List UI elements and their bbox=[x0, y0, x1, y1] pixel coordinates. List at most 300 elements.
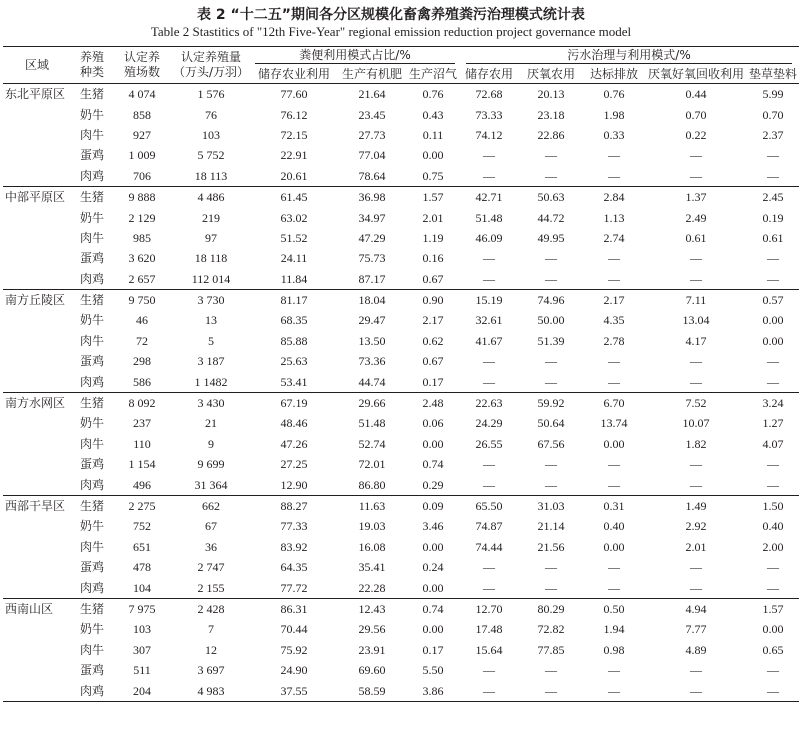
value-cell: 3.46 bbox=[422, 519, 444, 534]
value-cell: 1.37 bbox=[645, 186, 747, 207]
value-cell: 65.50 bbox=[459, 495, 519, 516]
value-cell: 72 bbox=[136, 333, 148, 348]
value-cell: 88.27 bbox=[251, 495, 337, 516]
header-species-line1: 养殖 bbox=[79, 50, 104, 64]
header-col: 厌氧好氧回收利用 bbox=[645, 65, 747, 84]
value-cell: — bbox=[690, 663, 703, 678]
value-cell: 2 747 bbox=[197, 560, 225, 575]
region-cell bbox=[3, 413, 71, 433]
value-cell: — bbox=[483, 251, 496, 266]
value-cell: 1.94 bbox=[603, 622, 625, 637]
value-cell: — bbox=[690, 354, 703, 369]
table-row bbox=[3, 310, 799, 330]
value-cell: 0.00 bbox=[422, 622, 444, 637]
header-col: 达标排放 bbox=[583, 65, 645, 84]
value-cell: 75.92 bbox=[280, 642, 308, 657]
value-cell: — bbox=[690, 580, 703, 595]
value-cell: 12.70 bbox=[459, 598, 519, 619]
table-row bbox=[3, 145, 799, 165]
value-cell: — bbox=[690, 251, 703, 266]
table-row bbox=[3, 331, 799, 351]
value-cell: — bbox=[483, 457, 496, 472]
table-row bbox=[3, 454, 799, 474]
value-cell: 0.76 bbox=[422, 87, 444, 102]
species-cell: 肉鸡 bbox=[79, 271, 104, 286]
header-col: 储存农用 bbox=[459, 65, 519, 84]
species-cell: 生猪 bbox=[71, 186, 113, 207]
value-cell: 752 bbox=[133, 519, 151, 534]
value-cell: 0.74 bbox=[422, 457, 444, 472]
header-farms-line1: 认定养 bbox=[123, 50, 160, 64]
value-cell: 75.73 bbox=[358, 251, 386, 266]
header-sewage-group: 污水治理与利用模式/% bbox=[459, 47, 799, 66]
value-cell: 0.17 bbox=[422, 374, 444, 389]
value-cell: 77.72 bbox=[280, 580, 308, 595]
region-cell bbox=[3, 104, 71, 124]
table-title-cn: 表 2 “十二五”期间各分区规模化畜禽养殖粪污治理模式统计表 bbox=[197, 7, 585, 23]
region-cell bbox=[3, 166, 71, 187]
value-cell: 83.92 bbox=[280, 539, 308, 554]
table-row bbox=[3, 392, 799, 413]
value-cell: — bbox=[483, 560, 496, 575]
value-cell: 1 1482 bbox=[194, 374, 228, 389]
region-cell bbox=[3, 557, 71, 577]
value-cell: 53.41 bbox=[280, 374, 308, 389]
value-cell: 5.99 bbox=[762, 87, 784, 102]
value-cell: 21.14 bbox=[537, 519, 565, 534]
value-cell: 0.43 bbox=[422, 107, 444, 122]
table-row bbox=[3, 228, 799, 248]
value-cell: — bbox=[608, 148, 621, 163]
value-cell: 24.11 bbox=[280, 251, 308, 266]
value-cell: — bbox=[519, 680, 583, 701]
value-cell: 2 428 bbox=[171, 598, 251, 619]
value-cell: 1.82 bbox=[685, 436, 707, 451]
value-cell: — bbox=[645, 680, 747, 701]
species-cell: 生猪 bbox=[71, 598, 113, 619]
value-cell: — bbox=[545, 663, 558, 678]
table-row bbox=[3, 516, 799, 536]
value-cell: 9 699 bbox=[197, 457, 225, 472]
value-cell: 4.17 bbox=[685, 333, 707, 348]
value-cell: 3.86 bbox=[407, 680, 459, 701]
value-cell: 97 bbox=[205, 230, 217, 245]
value-cell: 0.62 bbox=[422, 333, 444, 348]
value-cell: 2.17 bbox=[583, 289, 645, 310]
value-cell: 46 bbox=[136, 313, 148, 328]
header-region: 区域 bbox=[3, 47, 71, 84]
value-cell: — bbox=[767, 560, 780, 575]
header-species bbox=[71, 47, 113, 84]
value-cell: 47.26 bbox=[280, 436, 308, 451]
table-row bbox=[3, 207, 799, 227]
value-cell: — bbox=[483, 148, 496, 163]
value-cell: 13.74 bbox=[600, 416, 628, 431]
value-cell: 85.88 bbox=[280, 333, 308, 348]
value-cell: 1.57 bbox=[747, 598, 799, 619]
value-cell: 0.00 bbox=[603, 436, 625, 451]
value-cell: — bbox=[545, 168, 558, 183]
value-cell: 35.41 bbox=[358, 560, 386, 575]
value-cell: 72.68 bbox=[475, 87, 503, 102]
value-cell: 59.92 bbox=[519, 392, 583, 413]
value-cell: 27.25 bbox=[280, 457, 308, 472]
value-cell: 7.11 bbox=[645, 289, 747, 310]
species-cell: 蛋鸡 bbox=[79, 457, 104, 472]
header-scale bbox=[171, 47, 251, 84]
species-cell: 蛋鸡 bbox=[79, 354, 104, 369]
value-cell: 42.71 bbox=[459, 186, 519, 207]
value-cell: 46.09 bbox=[475, 230, 503, 245]
value-cell: 2 129 bbox=[128, 210, 156, 225]
value-cell: — bbox=[545, 477, 558, 492]
header-species-line2: 种类 bbox=[79, 65, 104, 79]
region-cell bbox=[3, 454, 71, 474]
value-cell: 0.29 bbox=[422, 477, 444, 492]
value-cell: — bbox=[690, 477, 703, 492]
value-cell: — bbox=[483, 354, 496, 369]
value-cell: — bbox=[545, 580, 558, 595]
table-row bbox=[3, 474, 799, 495]
value-cell: 51.48 bbox=[475, 210, 503, 225]
value-cell: 50.63 bbox=[519, 186, 583, 207]
value-cell: — bbox=[545, 374, 558, 389]
value-cell: 13 bbox=[205, 313, 217, 328]
region-cell: 中部平原区 bbox=[3, 186, 71, 207]
value-cell: 29.56 bbox=[358, 622, 386, 637]
value-cell: 31.03 bbox=[519, 495, 583, 516]
value-cell: 1 009 bbox=[128, 148, 156, 163]
value-cell: 72.82 bbox=[537, 622, 565, 637]
value-cell: — bbox=[690, 168, 703, 183]
value-cell: 22.91 bbox=[280, 148, 308, 163]
value-cell: — bbox=[690, 560, 703, 575]
value-cell: 64.35 bbox=[280, 560, 308, 575]
value-cell: 0.33 bbox=[603, 127, 625, 142]
value-cell: 58.59 bbox=[337, 680, 407, 701]
value-cell: 11.63 bbox=[337, 495, 407, 516]
value-cell: 32.61 bbox=[475, 313, 503, 328]
table-row bbox=[3, 495, 799, 516]
table-row bbox=[3, 434, 799, 454]
value-cell: 0.40 bbox=[762, 519, 784, 534]
region-cell bbox=[3, 125, 71, 145]
value-cell: 23.45 bbox=[358, 107, 386, 122]
value-cell: 69.60 bbox=[358, 663, 386, 678]
table-row bbox=[3, 248, 799, 268]
table-title-en: Table 2 Stastitics of "12th Five-Year" regional emission reduction project governance model bbox=[150, 24, 632, 39]
value-cell: 4.94 bbox=[645, 598, 747, 619]
region-cell bbox=[3, 248, 71, 268]
value-cell: 219 bbox=[202, 210, 220, 225]
value-cell: 29.47 bbox=[358, 313, 386, 328]
value-cell: — bbox=[583, 680, 645, 701]
value-cell: 0.65 bbox=[762, 642, 784, 657]
table-row bbox=[3, 640, 799, 660]
value-cell: 496 bbox=[133, 477, 151, 492]
value-cell: 2 657 bbox=[128, 271, 156, 286]
value-cell: 19.03 bbox=[358, 519, 386, 534]
table-row bbox=[3, 351, 799, 371]
value-cell: — bbox=[545, 560, 558, 575]
table-row bbox=[3, 598, 799, 619]
value-cell: 3 430 bbox=[171, 392, 251, 413]
value-cell: 76 bbox=[205, 107, 217, 122]
value-cell: 11.84 bbox=[280, 271, 308, 286]
value-cell: 72.15 bbox=[280, 127, 308, 142]
table-row bbox=[3, 619, 799, 639]
table-row bbox=[3, 289, 799, 310]
table-row bbox=[3, 186, 799, 207]
value-cell: 12 bbox=[205, 642, 217, 657]
value-cell: 0.00 bbox=[762, 313, 784, 328]
value-cell: 21.56 bbox=[537, 539, 565, 554]
table-row bbox=[3, 413, 799, 433]
value-cell: — bbox=[767, 580, 780, 595]
value-cell: 74.87 bbox=[475, 519, 503, 534]
value-cell: 81.17 bbox=[251, 289, 337, 310]
region-cell bbox=[3, 207, 71, 227]
value-cell: 13.50 bbox=[358, 333, 386, 348]
header-scale-line1: 认定养殖量 bbox=[180, 50, 241, 64]
value-cell: — bbox=[608, 271, 621, 286]
species-cell: 奶牛 bbox=[79, 313, 104, 328]
value-cell: 51.48 bbox=[358, 416, 386, 431]
value-cell: 3.24 bbox=[747, 392, 799, 413]
value-cell: 0.00 bbox=[762, 333, 784, 348]
header-farms-line2: 殖场数 bbox=[123, 65, 160, 79]
value-cell: 0.11 bbox=[422, 127, 444, 142]
value-cell: 27.73 bbox=[358, 127, 386, 142]
value-cell: 23.18 bbox=[537, 107, 565, 122]
value-cell: — bbox=[459, 680, 519, 701]
value-cell: 2.48 bbox=[407, 392, 459, 413]
value-cell: 1.98 bbox=[603, 107, 625, 122]
region-cell: 东北平原区 bbox=[5, 87, 66, 102]
value-cell: — bbox=[690, 457, 703, 472]
value-cell: 22.63 bbox=[459, 392, 519, 413]
value-cell: 18 118 bbox=[194, 251, 228, 266]
value-cell: — bbox=[483, 271, 496, 286]
value-cell: 0.57 bbox=[747, 289, 799, 310]
value-cell: — bbox=[608, 580, 621, 595]
species-cell: 奶牛 bbox=[79, 622, 104, 637]
value-cell: 0.76 bbox=[603, 87, 625, 102]
value-cell: 50.64 bbox=[537, 416, 565, 431]
header-col: 生产有机肥 bbox=[337, 65, 407, 84]
table-row bbox=[3, 166, 799, 187]
value-cell: 858 bbox=[133, 107, 151, 122]
value-cell: 77.60 bbox=[280, 87, 308, 102]
value-cell: 2.37 bbox=[762, 127, 784, 142]
value-cell: — bbox=[608, 168, 621, 183]
value-cell: 662 bbox=[171, 495, 251, 516]
value-cell: 4.07 bbox=[762, 436, 784, 451]
value-cell: 3 730 bbox=[171, 289, 251, 310]
value-cell: 63.02 bbox=[280, 210, 308, 225]
species-cell: 肉鸡 bbox=[71, 680, 113, 701]
value-cell: 3 187 bbox=[197, 354, 225, 369]
value-cell: 13.04 bbox=[682, 313, 710, 328]
species-cell: 生猪 bbox=[71, 289, 113, 310]
value-cell: 70.44 bbox=[280, 622, 308, 637]
value-cell: 0.22 bbox=[685, 127, 707, 142]
value-cell: 0.31 bbox=[583, 495, 645, 516]
header-col: 厌氧农用 bbox=[519, 65, 583, 84]
value-cell: — bbox=[545, 457, 558, 472]
value-cell: 16.08 bbox=[358, 539, 386, 554]
region-cell: 西南山区 bbox=[3, 598, 71, 619]
value-cell: — bbox=[767, 663, 780, 678]
value-cell: — bbox=[483, 580, 496, 595]
region-cell bbox=[3, 577, 71, 598]
value-cell: — bbox=[608, 560, 621, 575]
value-cell: 87.17 bbox=[358, 271, 386, 286]
value-cell: 0.44 bbox=[685, 87, 707, 102]
table-row bbox=[3, 660, 799, 680]
region-cell: 南方丘陵区 bbox=[3, 289, 71, 310]
value-cell: 2.49 bbox=[685, 210, 707, 225]
species-cell: 肉牛 bbox=[79, 333, 104, 348]
value-cell: 24.29 bbox=[475, 416, 503, 431]
value-cell: — bbox=[545, 271, 558, 286]
value-cell: 237 bbox=[133, 416, 151, 431]
value-cell: 2.01 bbox=[685, 539, 707, 554]
table-row bbox=[3, 84, 799, 105]
value-cell: 204 bbox=[113, 680, 171, 701]
value-cell: 0.67 bbox=[422, 354, 444, 369]
value-cell: 4 074 bbox=[128, 87, 156, 102]
value-cell: — bbox=[767, 354, 780, 369]
value-cell: 1 154 bbox=[128, 457, 156, 472]
value-cell: 1.13 bbox=[603, 210, 625, 225]
value-cell: 651 bbox=[133, 539, 151, 554]
value-cell: 5.50 bbox=[422, 663, 444, 678]
value-cell: 112 014 bbox=[191, 271, 231, 286]
value-cell: 0.40 bbox=[603, 519, 625, 534]
value-cell: 77.33 bbox=[280, 519, 308, 534]
region-cell bbox=[3, 680, 71, 701]
value-cell: — bbox=[483, 374, 496, 389]
region-cell bbox=[3, 331, 71, 351]
value-cell: 34.97 bbox=[358, 210, 386, 225]
value-cell: 0.90 bbox=[407, 289, 459, 310]
value-cell: 6.70 bbox=[583, 392, 645, 413]
region-cell bbox=[3, 474, 71, 495]
value-cell: 48.46 bbox=[280, 416, 308, 431]
value-cell: 41.67 bbox=[475, 333, 503, 348]
value-cell: 0.00 bbox=[422, 148, 444, 163]
value-cell: 67 bbox=[205, 519, 217, 534]
value-cell: — bbox=[545, 251, 558, 266]
value-cell: 2.78 bbox=[603, 333, 625, 348]
value-cell: 72.01 bbox=[358, 457, 386, 472]
table-row bbox=[3, 125, 799, 145]
value-cell: 0.70 bbox=[685, 107, 707, 122]
value-cell: — bbox=[767, 148, 780, 163]
value-cell: — bbox=[767, 251, 780, 266]
value-cell: 5 752 bbox=[197, 148, 225, 163]
value-cell: 0.19 bbox=[762, 210, 784, 225]
value-cell: 0.98 bbox=[603, 642, 625, 657]
value-cell: 0.00 bbox=[762, 622, 784, 637]
value-cell: 67.56 bbox=[537, 436, 565, 451]
value-cell: 23.91 bbox=[358, 642, 386, 657]
species-cell: 生猪 bbox=[79, 87, 104, 102]
value-cell: — bbox=[767, 477, 780, 492]
region-cell bbox=[3, 660, 71, 680]
region-cell bbox=[3, 310, 71, 330]
value-cell: 24.90 bbox=[280, 663, 308, 678]
value-cell: 2.74 bbox=[603, 230, 625, 245]
value-cell: — bbox=[483, 477, 496, 492]
table-row bbox=[3, 371, 799, 392]
value-cell: 21 bbox=[205, 416, 217, 431]
value-cell: 51.52 bbox=[280, 230, 308, 245]
header-col: 生产沼气 bbox=[407, 65, 459, 84]
value-cell: 0.67 bbox=[422, 271, 444, 286]
region-cell bbox=[3, 640, 71, 660]
region-cell bbox=[3, 371, 71, 392]
value-cell: 1.19 bbox=[422, 230, 444, 245]
value-cell: — bbox=[690, 271, 703, 286]
value-cell: 36 bbox=[205, 539, 217, 554]
value-cell: 9 bbox=[208, 436, 214, 451]
region-cell bbox=[3, 537, 71, 557]
value-cell: 86.80 bbox=[358, 477, 386, 492]
value-cell: 18.04 bbox=[337, 289, 407, 310]
value-cell: 4.89 bbox=[685, 642, 707, 657]
value-cell: 26.55 bbox=[475, 436, 503, 451]
value-cell: 1.50 bbox=[747, 495, 799, 516]
species-cell: 肉牛 bbox=[79, 127, 104, 142]
region-cell bbox=[3, 434, 71, 454]
value-cell: 15.19 bbox=[459, 289, 519, 310]
value-cell: 7.77 bbox=[685, 622, 707, 637]
value-cell: 104 bbox=[133, 580, 151, 595]
species-cell: 生猪 bbox=[71, 392, 113, 413]
value-cell: 0.00 bbox=[422, 539, 444, 554]
value-cell: — bbox=[608, 477, 621, 492]
region-cell bbox=[3, 228, 71, 248]
value-cell: 7 bbox=[208, 622, 214, 637]
value-cell: 44.72 bbox=[537, 210, 565, 225]
value-cell: — bbox=[483, 168, 496, 183]
value-cell: — bbox=[608, 457, 621, 472]
value-cell: 20.61 bbox=[280, 168, 308, 183]
species-cell: 蛋鸡 bbox=[79, 560, 104, 575]
table-row bbox=[3, 269, 799, 290]
value-cell: 36.98 bbox=[337, 186, 407, 207]
species-cell: 生猪 bbox=[71, 495, 113, 516]
value-cell: 2.01 bbox=[422, 210, 444, 225]
value-cell: 49.95 bbox=[537, 230, 565, 245]
value-cell: 2 275 bbox=[113, 495, 171, 516]
value-cell: 29.66 bbox=[337, 392, 407, 413]
value-cell: 985 bbox=[133, 230, 151, 245]
value-cell: 2.84 bbox=[583, 186, 645, 207]
value-cell: 12.90 bbox=[280, 477, 308, 492]
value-cell: 52.74 bbox=[358, 436, 386, 451]
header-col: 垫草垫料 bbox=[747, 65, 799, 84]
value-cell: 1.27 bbox=[762, 416, 784, 431]
header-farms bbox=[113, 47, 171, 84]
value-cell: 68.35 bbox=[280, 313, 308, 328]
value-cell: 0.00 bbox=[422, 436, 444, 451]
value-cell: 73.33 bbox=[475, 107, 503, 122]
value-cell: 0.61 bbox=[762, 230, 784, 245]
species-cell: 肉牛 bbox=[79, 539, 104, 554]
